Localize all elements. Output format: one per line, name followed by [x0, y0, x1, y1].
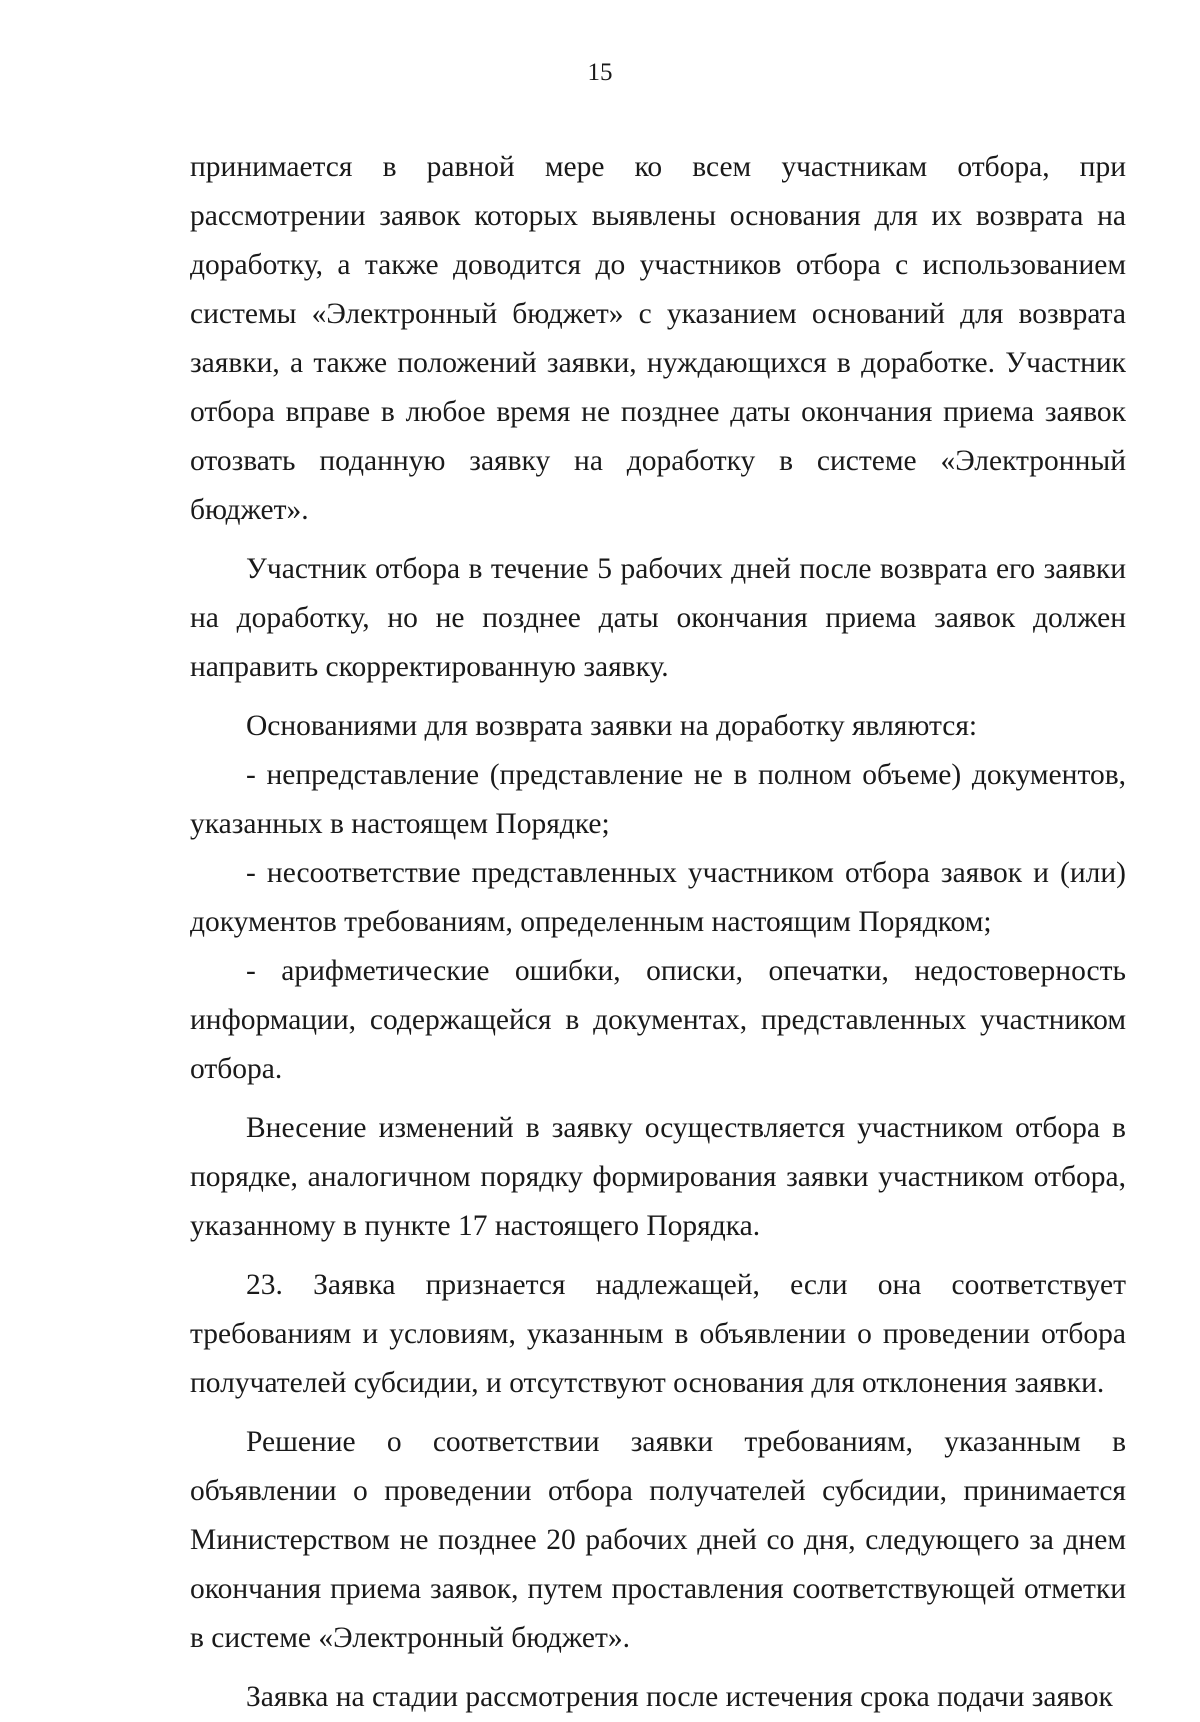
- paragraph-1: принимается в равной мере ко всем участникам отбора, при рассмотрении заявок которых выявлены основания для их возврата на доработку, а также доводится до участников отбора с использованием системы «Электронный бюджет» с указанием оснований для возврата заявки, а также положений заявки, нуждающихся в доработке. Участник отбора вправе в любое время не позднее даты окончания приема заявок отозвать поданную заявку на доработку в системе «Электронный бюджет».: [190, 151, 1126, 526]
- list-item-1: - непредставление (представление не в полном объеме) документов, указанных в настоящем Порядке;: [190, 759, 1126, 840]
- paragraph-2: Участник отбора в течение 5 рабочих дней после возврата его заявки на доработку, но не позднее даты окончания приема заявок должен направить скорректированную заявку.: [190, 553, 1126, 683]
- paragraph-4: Внесение изменений в заявку осуществляется участником отбора в порядке, аналогичном порядку формирования заявки участником отбора, указанному в пункте 17 настоящего Порядка.: [190, 1112, 1126, 1242]
- document-body: [190, 143, 1126, 1722]
- paragraph-6: Решение о соответствии заявки требованиям, указанным в объявлении о проведении отбора получателей субсидии, принимается Министерством не позднее 20 рабочих дней со дня, следующего за днем окончания приема заявок, путем проставления соответствующей отметки в системе «Электронный бюджет».: [190, 1426, 1126, 1654]
- list-item-3: - арифметические ошибки, описки, опечатки, недостоверность информации, содержащейся в документах, представленных участником отбора.: [190, 955, 1126, 1085]
- page-number: 15: [587, 59, 613, 86]
- paragraph-7: Заявка на стадии рассмотрения после истечения срока подачи заявок: [246, 1681, 1113, 1713]
- paragraph-3: Основаниями для возврата заявки на доработку являются:: [246, 710, 978, 742]
- list-item-2: - несоответствие представленных участником отбора заявок и (или) документов требованиям, определенным настоящим Порядком;: [190, 857, 1126, 938]
- paragraph-5: 23. Заявка признается надлежащей, если она соответствует требованиям и условиям, указанным в объявлении о проведении отбора получателей субсидии, и отсутствуют основания для отклонения заявки.: [190, 1269, 1126, 1399]
